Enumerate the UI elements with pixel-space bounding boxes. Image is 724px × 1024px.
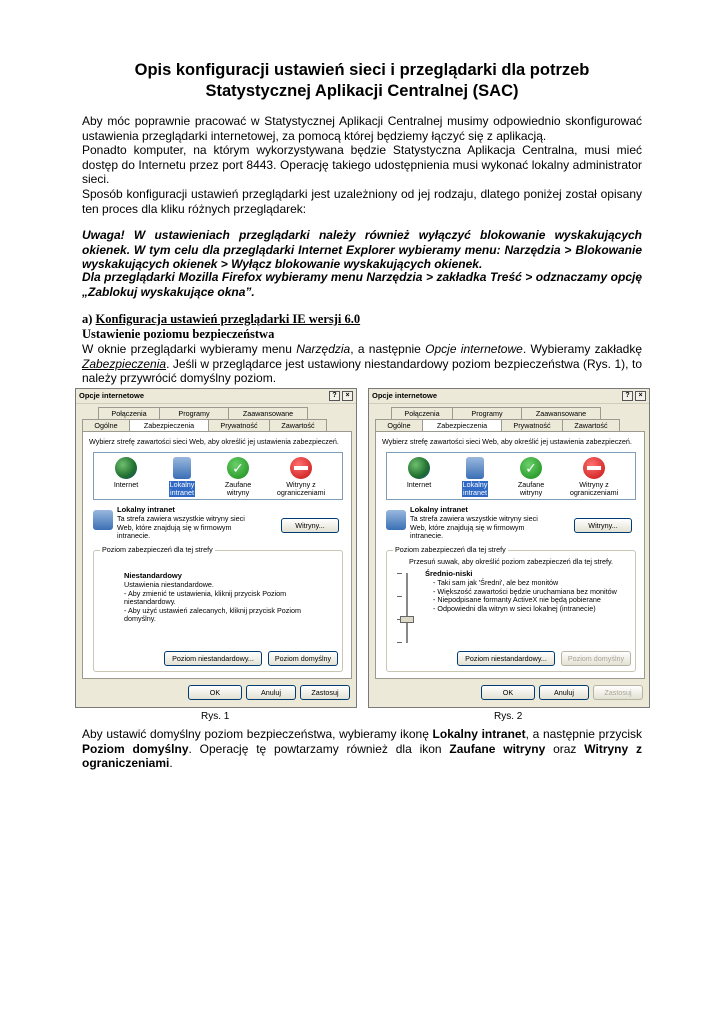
dialog-buttons	[369, 685, 650, 703]
zones-hint: Wybierz strefę zawartości sieci Web, aby określić jej ustawienia zabezpieczeń.	[382, 437, 632, 446]
menu-item-name: Opcje internetowe	[425, 342, 523, 356]
zone-internet[interactable]: Internet	[96, 457, 156, 489]
custom-level-button[interactable]: Poziom niestandardowy...	[164, 651, 262, 666]
security-level-group	[386, 545, 636, 672]
intro-paragraph-3: Sposób konfiguracji ustawień przeglądarki jest uzależniony od jej rodzaju, dlatego poniżej został opisany ten proces dla kliku różnych przeglądarek:	[82, 187, 642, 216]
intranet-icon	[466, 457, 484, 479]
zone-trusted-sites[interactable]: ✓ Zaufane witryny	[208, 457, 268, 497]
dialog-title: Opcje internetowe	[79, 391, 145, 400]
intranet-icon	[93, 510, 113, 530]
tab-privacy[interactable]: Prywatność	[208, 419, 270, 431]
globe-icon	[408, 457, 430, 479]
close-button[interactable]: ×	[342, 391, 353, 401]
tab-content[interactable]: Zawartość	[269, 419, 327, 431]
close-button[interactable]: ×	[635, 391, 646, 401]
apply-button[interactable]: Zastosuj	[300, 685, 350, 700]
dialog-title: Opcje internetowe	[372, 391, 438, 400]
tab-connections[interactable]: Połączenia	[98, 407, 160, 419]
default-level-button[interactable]: Poziom domyślny	[268, 651, 338, 666]
restricted-sites-icon	[583, 457, 605, 479]
tab-connections[interactable]: Połączenia	[391, 407, 453, 419]
zone-list	[93, 452, 343, 500]
zone-description: Ta strefa zawiera wszystkie witryny sieci Web, które znajdują się w firmowym intranecie.	[410, 514, 538, 540]
zone-trusted-sites[interactable]: ✓ Zaufane witryny	[501, 457, 561, 497]
figure-caption-1: Rys. 1	[201, 711, 230, 722]
dialog-titlebar	[369, 389, 649, 404]
title-line-2: Statystycznej Aplikacji Centralnej (SAC)	[205, 82, 519, 100]
zone-internet[interactable]: Internet	[389, 457, 449, 489]
section-heading	[82, 312, 642, 327]
intro-paragraph-2: Ponadto komputer, na którym wykorzystywana będzie Statystyczna Aplikacja Centralna, musi mieć dostęp do Internetu przez port 8443. Operację takiego udostępnienia musi wykonać lokalny administrator sieci.	[82, 143, 642, 187]
security-panel	[82, 431, 352, 679]
level-description: Ustawienia niestandardowe. - Aby zmienić te ustawienia, kliknij przycisk Poziom niestandardowy. - Aby użyć ustawień zalecanych, kliknij przycisk Poziom domyślny.	[124, 580, 301, 623]
globe-icon	[115, 457, 137, 479]
cancel-button[interactable]: Anuluj	[539, 685, 589, 700]
tabs-row-2	[375, 419, 619, 431]
dialog-fig1	[75, 388, 357, 708]
ok-button[interactable]: OK	[481, 685, 535, 700]
zone-list	[386, 452, 636, 500]
tabs-row-2	[82, 419, 326, 431]
ok-button[interactable]: OK	[188, 685, 242, 700]
zone-local-intranet[interactable]: Lokalny intranet	[152, 457, 212, 497]
tab-content[interactable]: Zawartość	[562, 419, 620, 431]
zones-hint: Wybierz strefę zawartości sieci Web, aby określić jej ustawienia zabezpieczeń.	[89, 437, 339, 446]
tab-general[interactable]: Ogólne	[375, 419, 423, 431]
section-body: W oknie przeglądarki wybieramy menu Narzędzia, a następnie Opcje internetowe. Wybieramy zakładkę Zabezpieczenia. Jeśli w przeglądarce jest ustawiony niestandardowy poziom bezpieczeństwa (Rys. 1), to należy przywrócić domyślny poziom.	[82, 342, 642, 386]
zone-name: Lokalny intranet	[117, 505, 175, 514]
apply-button: Zastosuj	[593, 685, 643, 700]
security-level-group	[93, 545, 343, 672]
warning-paragraph-1: Uwaga! W ustawieniach przeglądarki należy również wyłączyć blokowanie wyskakujących okienek. W tym celu dla przeglądarki Internet Explorer wybieramy menu: Narzędzia > Blokowanie wyskakujących okienek > Wyłącz blokowanie wyskakujących okienek.	[82, 228, 642, 272]
tab-security[interactable]: Zabezpieczenia	[422, 419, 502, 432]
closing-paragraph: Aby ustawić domyślny poziom bezpieczeństwa, wybieramy ikonę Lokalny intranet, a następnie przycisk Poziom domyślny. Operację tę powtarzamy również dla ikon Zaufane witryny oraz Witryny z ograniczeniami.	[82, 727, 642, 771]
warning-paragraph-2: Dla przeglądarki Mozilla Firefox wybieramy menu Narzędzia > zakładka Treść > odznaczamy opcję „Zablokuj wyskakujące okna”.	[82, 270, 642, 299]
sites-button[interactable]: Witryny...	[574, 518, 632, 533]
zone-name: Lokalny intranet	[410, 505, 468, 514]
default-level-button: Poziom domyślny	[561, 651, 631, 666]
document-title	[60, 60, 664, 102]
section-heading-text: Konfiguracja ustawień przeglądarki IE wersji 6.0	[95, 312, 361, 326]
trusted-sites-icon: ✓	[227, 457, 249, 479]
security-level-slider[interactable]	[397, 573, 417, 643]
tab-programs[interactable]: Programy	[159, 407, 229, 419]
security-panel	[375, 431, 645, 679]
dialog-fig2	[368, 388, 650, 708]
section-subheading: Ustawienie poziomu bezpieczeństwa	[82, 327, 275, 341]
custom-level-button[interactable]: Poziom niestandardowy...	[457, 651, 555, 666]
group-title: Poziom zabezpieczeń dla tej strefy	[102, 545, 213, 554]
cancel-button[interactable]: Anuluj	[246, 685, 296, 700]
intranet-icon	[173, 457, 191, 479]
group-title: Poziom zabezpieczeń dla tej strefy	[395, 545, 506, 554]
tab-advanced[interactable]: Zaawansowane	[228, 407, 308, 419]
tabs-row-1	[391, 407, 600, 419]
title-line-1: Opis konfiguracji ustawień sieci i przeglądarki dla potrzeb	[134, 61, 590, 79]
intranet-icon	[386, 510, 406, 530]
tab-name: Zabezpieczenia	[82, 356, 167, 371]
zone-restricted-sites[interactable]: Witryny z ograniczeniami	[559, 457, 629, 497]
help-button[interactable]: ?	[622, 391, 633, 401]
tab-general[interactable]: Ogólne	[82, 419, 130, 431]
dialog-titlebar	[76, 389, 356, 404]
level-name: Średnio-niski	[425, 569, 473, 578]
help-button[interactable]: ?	[329, 391, 340, 401]
slider-thumb[interactable]	[400, 616, 414, 623]
restricted-sites-icon	[290, 457, 312, 479]
tabs-row-1	[98, 407, 307, 419]
trusted-sites-icon: ✓	[520, 457, 542, 479]
level-description: - Taki sam jak 'Średni', ale bez monitów - Większość zawartości będzie uruchamiana bez monitów - Niepodpisane formanty ActiveX nie będą pobierane - Odpowiedni dla witryn w sieci lokalnej (intranecie)	[433, 578, 617, 613]
zone-local-intranet[interactable]: Lokalny intranet	[445, 457, 505, 497]
dialog-buttons	[76, 685, 357, 703]
tab-security[interactable]: Zabezpieczenia	[129, 419, 209, 432]
intro-paragraph-1: Aby móc poprawnie pracować w Statystycznej Aplikacji Centralnej musimy odpowiednio skonfigurować ustawienia przeglądarki internetowej, za pomocą której będziemy łączyć się z aplikacją.	[82, 114, 642, 143]
slider-hint: Przesuń suwak, aby określić poziom zabezpieczeń dla tej strefy.	[409, 557, 614, 566]
figure-caption-2: Rys. 2	[494, 711, 523, 722]
zone-restricted-sites[interactable]: Witryny z ograniczeniami	[266, 457, 336, 497]
menu-name: Narzędzia	[296, 342, 351, 356]
tab-privacy[interactable]: Prywatność	[501, 419, 563, 431]
tab-programs[interactable]: Programy	[452, 407, 522, 419]
section-prefix: a)	[82, 312, 96, 326]
level-name: Niestandardowy	[124, 571, 182, 580]
tab-advanced[interactable]: Zaawansowane	[521, 407, 601, 419]
sites-button[interactable]: Witryny...	[281, 518, 339, 533]
zone-description: Ta strefa zawiera wszystkie witryny sieci Web, które znajdują się w firmowym intranecie.	[117, 514, 245, 540]
